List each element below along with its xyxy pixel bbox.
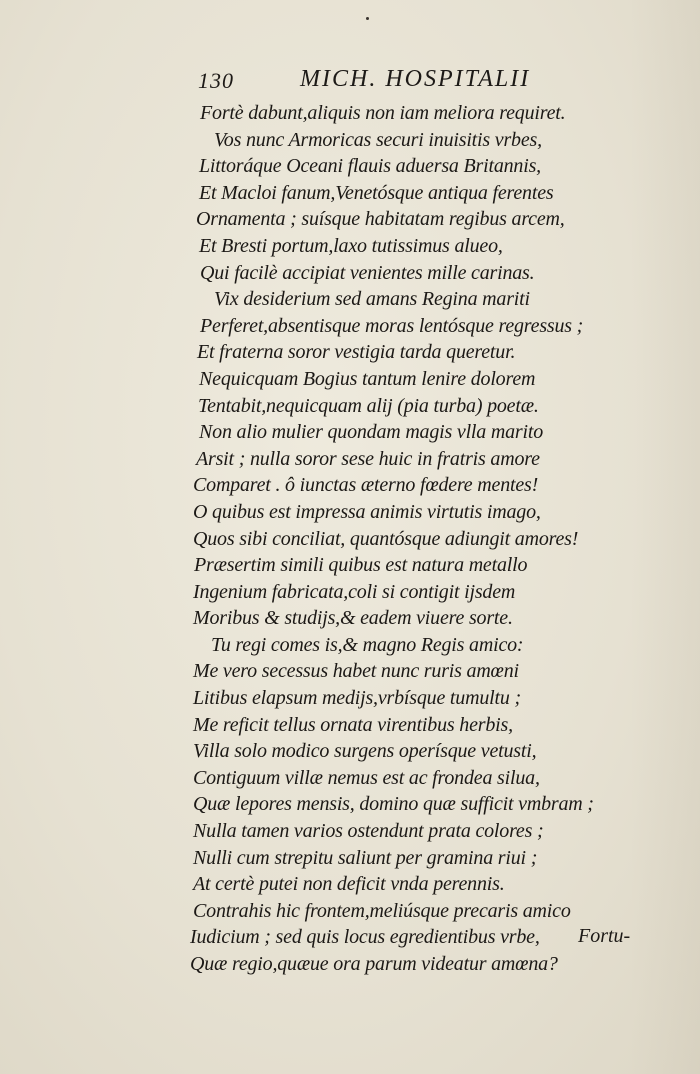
verse-line: Fortè dabunt,aliquis non iam meliora requiret. [200,102,566,124]
verse-line: Littoráque Oceani flauis aduersa Britannis, [199,155,541,178]
verse-line: Arsit ; nulla soror sese huic in fratris amore [196,447,540,470]
verse-line: O quibus est impressa animis virtutis imago, [193,500,541,523]
verse-line: Tentabit,nequicquam alij (pia turba) poetæ. [198,394,539,417]
verse-line: Ornamenta ; suísque habitatam regibus arcem, [196,208,565,231]
verse-line: Litibus elapsum medijs,vrbísque tumultu ; [193,687,521,710]
verse-line: Nulla tamen varios ostendunt prata colores ; [193,820,544,843]
catchword: Fortu- [578,925,631,947]
verse-line: Et Bresti portum,laxo tutissimus alueo, [199,234,503,257]
verse-line: Ingenium fabricata,coli si contigit ijsdem [193,580,516,603]
ink-dot [366,17,369,20]
verse-line: Villa solo modico surgens operísque vetusti, [193,740,537,763]
verse-line: Contrahis hic frontem,meliúsque precaris amico [193,899,571,922]
verse-line: Nulli cum strepitu saliunt per gramina riui ; [193,846,538,869]
verse-line: Quæ regio,quæue ora parum videatur amœna? [190,953,558,975]
verse-line: Vix desiderium sed amans Regina mariti [214,288,530,311]
bleed-through-shadow [630,0,700,1074]
verse-line: Qui facilè accipiat venientes mille carinas. [200,261,535,284]
verse-line: Tu regi comes is,& magno Regis amico: [211,633,524,656]
verse-line: Contiguum villæ nemus est ac frondea silua, [193,766,540,789]
verse-line: Comparet . ô iunctas æterno fœdere mentes! [193,474,539,497]
verse-line: Nequicquam Bogius tantum lenire dolorem [199,367,536,390]
page-number: 130 [198,68,234,93]
verse-line: Iudicium ; sed quis locus egredientibus vrbe, [190,926,540,949]
verse-line: Et fraterna soror vestigia tarda queretur. [197,341,516,364]
verse-line: Præsertim simili quibus est natura metallo [194,554,528,577]
verse-line: Vos nunc Armoricas securi inuisitis vrbes, [214,128,542,151]
verse-line: Me vero secessus habet nunc ruris amœni [193,660,519,683]
verse-line: Me reficit tellus ornata virentibus herbis, [193,713,513,736]
verse-line: Moribus & studijs,& eadem viuere sorte. [193,607,513,630]
running-head: MICH. HOSPITALII [300,66,531,92]
verse-line: Et Macloi fanum,Venetósque antiqua ferentes [199,181,554,204]
verse-block [0,100,640,978]
verse-line: At certè putei non deficit vnda perennis. [193,873,505,896]
verse-line: Quæ lepores mensis, domino quæ sufficit vmbram ; [193,793,594,816]
verse-line: Perferet,absentisque moras lentósque regressus ; [200,314,584,337]
verse-line: Non alio mulier quondam magis vlla marito [199,421,544,444]
verse-line: Quos sibi conciliat, quantósque adiungit amores! [193,527,579,550]
